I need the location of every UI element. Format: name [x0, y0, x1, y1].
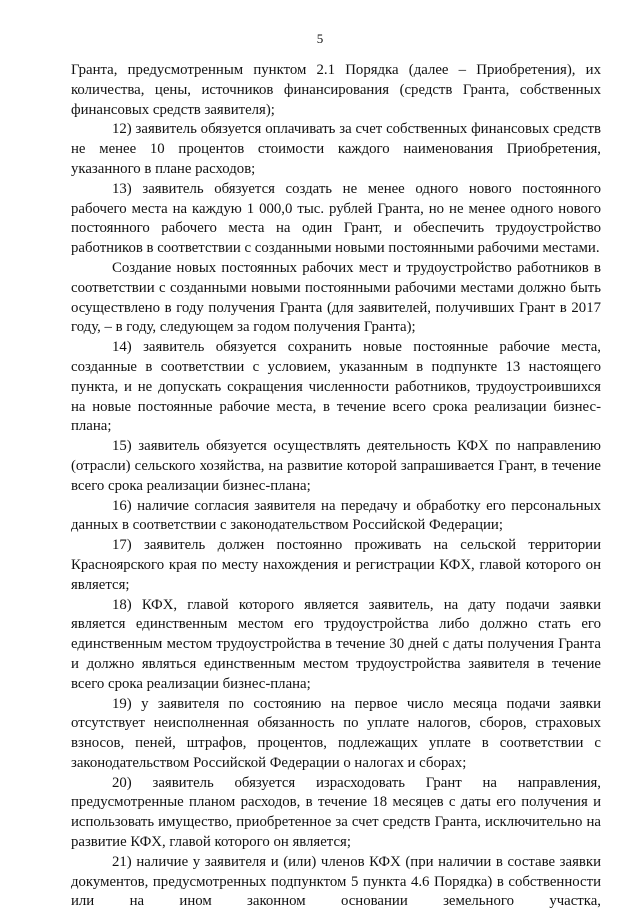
paragraph-item-15: 15) заявитель обязуется осуществлять деятельность КФХ по направлению (отрасли) сельского хозяйства, на развитие которой запрашивается Грант, в течение всего срока реализации бизнес-плана;	[71, 438, 601, 494]
paragraph-item-14: 14) заявитель обязуется сохранить новые постоянные рабочие места, созданные в соответствии с условием, указанным в подпункте 13 настоящего пункта, и не допускать сокращения численности работников, трудоустроившихся на новые постоянные рабочие места, в течение всего срока реализации бизнес-плана;	[71, 339, 601, 435]
paragraph-item-12: 12) заявитель обязуется оплачивать за счет собственных финансовых средств не менее 10 процентов стоимости каждого наименования Приобретения, указанного в плане расходов;	[71, 121, 601, 177]
paragraph-item-21: 21) наличие у заявителя и (или) членов КФХ (при наличии в составе заявки документов, предусмотренных подпунктом 5 пункта 4.6 Порядка) в собственности или на ином законном основании земельного участка,	[71, 853, 601, 910]
paragraph-item-18: 18) КФХ, главой которого является заявитель, на дату подачи заявки является единственным местом его трудоустройства либо должно стать его единственным местом трудоустройства в течение 30 дней с даты получения Гранта и должно являться единственным местом трудоустройства заявителя в течение всего срока реализации бизнес-плана;	[71, 596, 601, 692]
paragraph-continuation: Гранта, предусмотренным пунктом 2.1 Порядка (далее – Приобретения), их количества, цены, источников финансирования (средств Гранта, собственных финансовых средств заявителя);	[71, 62, 601, 118]
paragraph-item-16: 16) наличие согласия заявителя на передачу и обработку его персональных данных в соответствии с законодательством Российской Федерации;	[71, 497, 601, 534]
paragraph-new-jobs: Создание новых постоянных рабочих мест и трудоустройство работников в соответствии с созданными новыми постоянными рабочими местами должно быть осуществлено в году получения Гранта (для заявителей, получивших Грант в 2017 году, – в году, следующем за годом получения Гранта);	[71, 259, 601, 336]
paragraph-item-13: 13) заявитель обязуется создать не менее одного нового постоянного рабочего места на каждую 1 000,0 тыс. рублей Гранта, но не менее одного нового постоянного рабочего места на один Грант, и обеспечить трудоустройство работников в соответствии с созданными новыми постоянными рабочими местами.	[71, 180, 601, 257]
paragraph-item-19: 19) у заявителя по состоянию на первое число месяца подачи заявки отсутствует неисполненная обязанность по уплате налогов, сборов, страховых взносов, пеней, штрафов, процентов, подлежащих уплате в соответствии с законодательством Российской Федерации о налогах и сборах;	[71, 695, 601, 771]
page-number: 5	[316, 31, 324, 46]
paragraph-item-17: 17) заявитель должен постоянно проживать на сельской территории Красноярского края по месту нахождения и регистрации КФХ, главой которого он является;	[71, 537, 601, 593]
document-body	[71, 61, 601, 912]
paragraph-item-20: 20) заявитель обязуется израсходовать Грант на направления, предусмотренные планом расходов, в течение 18 месяцев с даты его получения и использовать имущество, приобретенное за счет средств Гранта, исключительно на развитие КФХ, главой которого он является;	[71, 774, 601, 851]
